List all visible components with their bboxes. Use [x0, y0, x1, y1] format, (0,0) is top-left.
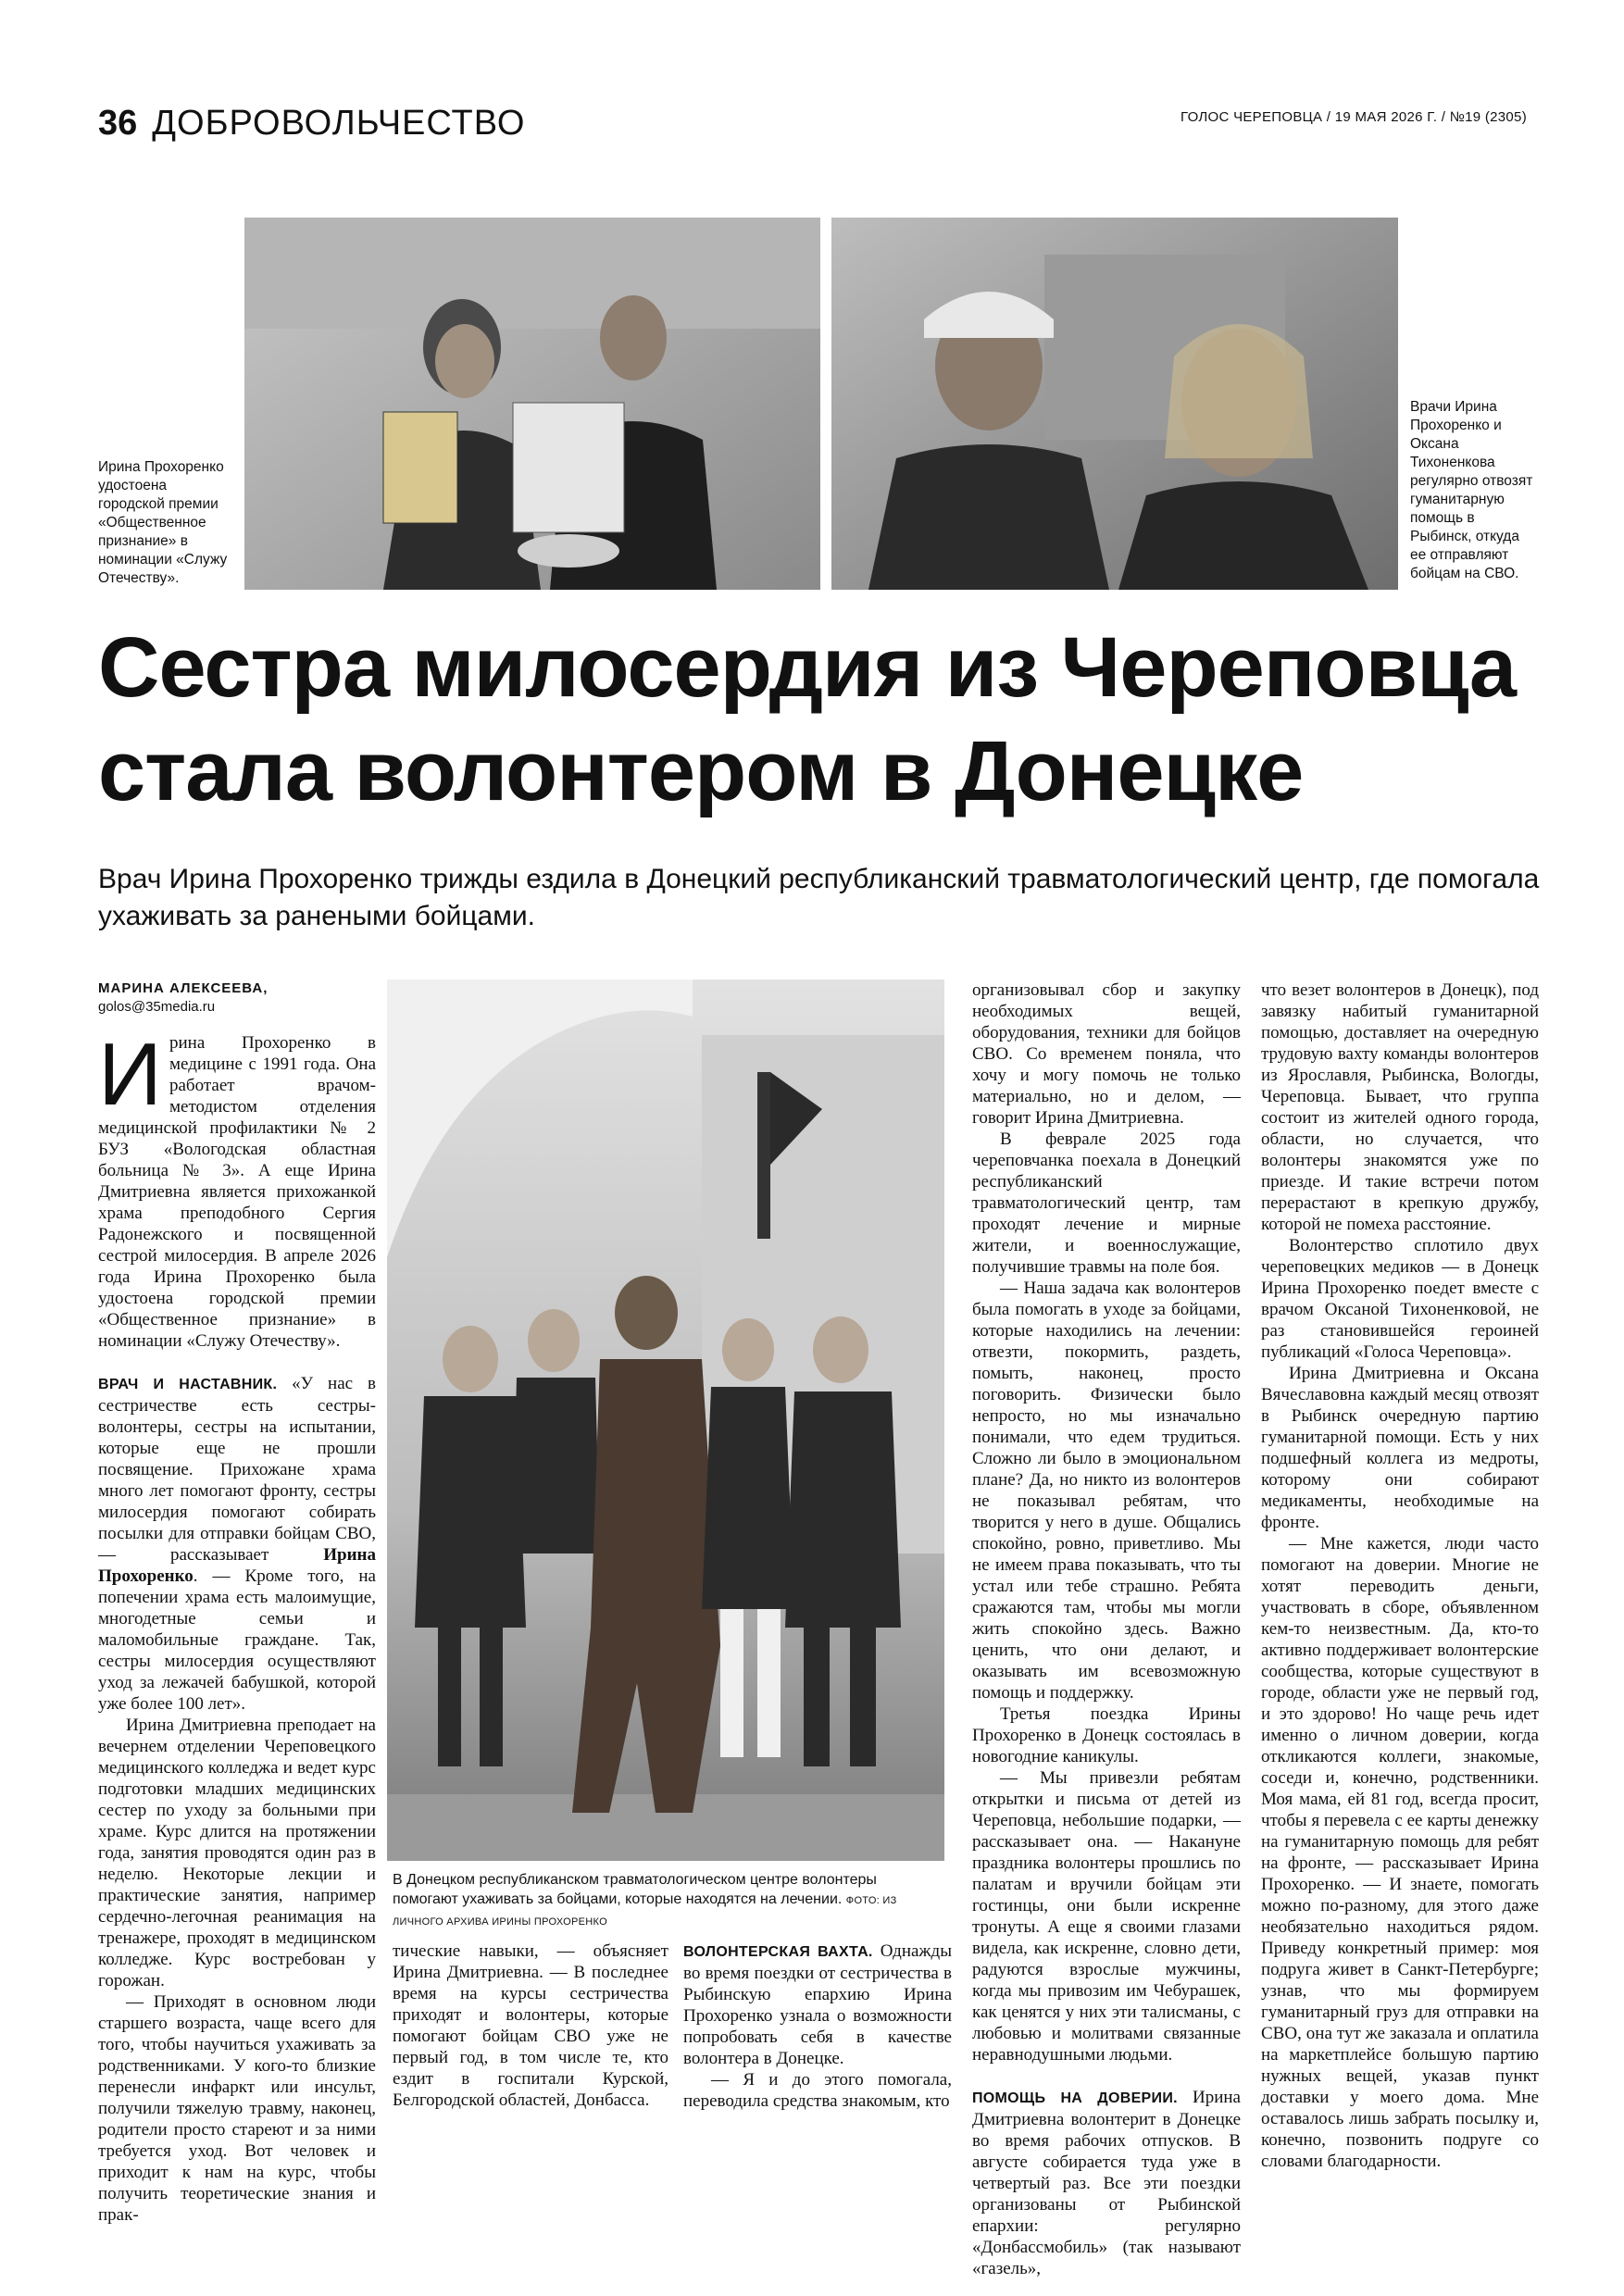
column-4: организовывал сбор и закупку необходимых вещей, оборудования, техники для бойцов СВО. Со временем поняла, что хочу и могу помочь не только материально, но и делом, — говорит Ирина Дмитриевна. В феврале 2025 года череповчанка поехала в Донецкий республиканский травматологический центр, там проходят лечение и мирные жители, и военнослужащие, получившие травмы на поле боя. — Наша задача как волонтеров была помогать в уходе за бойцами, которые находились на лечении: отвезти, покормить, раздеть, помыть, наконец, просто поговорить. Физически было непросто, но мы изначально понимали, что едем трудиться. Сложно ли было в эмоциональном плане? Да, но никто из волонтеров не показывал ребятам, что творится у него в душе. Общались спокойно, ровно, приветливо. Мы не имеем права показывать, что ты устал или тебе страшно. Ребята сражаются там, чтобы мы могли жить спокойно здесь. Важно ценить, что они делают, и оказывать им всевозможную помощь и поддержку. Третья поездка Ирины Прохоренко в Донецк состоялась в новогодние каникулы. — Мы привезли ребятам открытки и письма от детей из Череповца, небольшие подарки, — рассказывает она. — Накануне праздника волонтеры прошлись по палатам и вручили бойцам эти гостинцы, они были искренне тронуты. А еще я своими глазами видела, как искренне, словно дети, радуются взрослые мужчины, когда мы привозим им Чебурашек, как ценятся у них эти талисманы, с любовью и молитвами связанные неравнодушными людьми. ПОМОЩЬ НА ДОВЕРИИ. Ирина Дмитриевна волонтерит в Донецке во время рабочих отпусков. В августе собирается туда уже в четвертый раз. Все эти поездки организованы от Рыбинской епархии: регулярно «Донбассмобиль» (так называют «газель», [972, 980, 1241, 2278]
paragraph: — Мне кажется, люди часто помогают на доверии. Многие не хотят переводить деньги, участвовать в сборе, объявленном кем-то неизвестным. Да, кто-то активно поддерживает волонтерские сообщества, которые существуют в городе, области уже не первый год, и это здорово! Но чаще речь идет именно о личном доверии, когда откликаются коллеги, знакомые, соседи и, конечно, родственники. Моя мама, ей 81 год, всегда просит, чтобы я перевела с ее карты денежку на гуманитарную помощь для ребят на фронте, — рассказывает Ирина Прохоренко. — И знаете, помогать можно по-разному, для этого даже необязательно находиться рядом. Приведу конкретный пример: моя подруга живет в Санкт-Петербурге; узнав, что мы формируем гуманитарный груз для отправки на СВО, она тут же заказала и оплатила на маркетплейсе большую партию нужных вещей, указав пункт доставки у моего дома. Мне оставалось лишь забрать посылку и, конечно, позвонить подруге со словами благодарности. [1261, 1534, 1539, 2171]
lead-paragraph: Врач Ирина Прохоренко трижды ездила в Донецкий республиканский травматологический центр, где помогала ухаживать за ранеными бойцами. [98, 864, 1540, 931]
drop-cap: И [98, 1025, 162, 1124]
volunteers-group-photo [387, 980, 944, 1861]
column-2 [393, 1940, 668, 2111]
column-3: ВОЛОНТЕРСКАЯ ВАХТА. Однажды во время поездки от сестричества в Рыбинскую епархию Ирина Прохоренко узнала о возможности попробовать себя в качестве волонтера в Донецке. — Я и до этого помогала, переводила средства знакомым, кто [683, 1941, 952, 2111]
headline-line-2: стала волонтером в Донецке [98, 724, 1304, 818]
column-1: Ирина Прохоренко в медицине с 1991 года. Она работает врачом-методистом отделения медицинской профилактики № 2 БУЗ «Вологодская областная больница № 3». А еще Ирина Дмитриевна является прихожанкой храма преподобного Сергия Радонежского и посвященной сестрой милосердия. В апреле 2026 года Ирина Прохоренко была удостоена городской премии «Общественное признание» в номинации «Служу Отечеству». ВРАЧ И НАСТАВНИК. «У нас в сестричестве есть сестры-волонтеры, сестры на испытании, которые еще не прошли посвящение. Прихожане храма много лет помогают фронту, сестры милосердия помогают собирать посылки для отправки бойцам СВО, — рассказывает Ирина Прохоренко. — Кроме того, на попечении храма есть малоимущие, многодетные семьи и маломобильные граждане. Так, сестры милосердия осуществляют уход за лежачей бабушкой, которой уже более 100 лет». Ирина Дмитриевна преподает на вечернем отделении Череповецкого медицинского колледжа и ведет курс подготовки младших медицинских сестер по уходу за больными при храме. Курс длится на протяжении года, занятия проводятся один раз в неделю. Некоторые лекции и практические занятия, например сердечно-легочная реанимация на тренажере, проходят в медицинском колледже. Курс востребован у горожан. — Приходят в основном люди старшего возраста, чаще всего для того, чтобы научиться ухаживать за родственниками. У кого-то близкие перенесли инфаркт или инсульт, получили тяжелую травму, наконец, родители просто стареют и за ними требуется уход. Вот человек и приходит к нам на курс, чтобы получить теоретические знания и прак- [98, 1025, 376, 2225]
section-title: ДОБРОВОЛЬЧЕСТВО [152, 104, 526, 143]
paragraph: В феврале 2025 года череповчанка поехала в Донецкий республиканский травматологический центр, там проходят лечение и мирные жители, и военнослужащие, получившие травмы на поле боя. [972, 1129, 1241, 1277]
subhead-volunteer-watch: ВОЛОНТЕРСКАЯ ВАХТА. [683, 1944, 873, 1960]
doctors-photo-caption: Врачи Ирина Прохоренко и Оксана Тихоненкова регулярно отвозят гуманитарную помощь в Рыбинск, откуда ее отправляют бойцам на СВО. [1410, 399, 1533, 581]
author-name: МАРИНА АЛЕКСЕЕВА, [98, 980, 269, 996]
page-number: 36 [98, 104, 138, 143]
paragraph: тические навыки, — объясняет Ирина Дмитриевна. — В последнее время на курсы сестричества приходят и волонтеры, которые помогают бойцам СВО уже не первый год, в том числе те, кто ездит в госпитали Курской, Белгородской областей, Донбасса. [393, 1941, 668, 2110]
quoted-name: Ирина Прохоренко [98, 1545, 376, 1586]
award-photo-caption: Ирина Прохоренко удостоена городской премии «Общественное признание» в номинации «Служу Отечеству». [98, 459, 228, 586]
group-photo-caption: В Донецком республиканском травматологическом центре волонтеры помогают ухаживать за бойцами, которые находятся на лечении. ФОТО: ИЗ ЛИЧНОГО АРХИВА ИРИНЫ ПРОХОРЕНКО [393, 1872, 897, 1928]
subhead-trust: ПОМОЩЬ НА ДОВЕРИИ. [972, 2090, 1178, 2106]
byline [98, 980, 268, 1017]
paragraph: Волонтерство сплотило двух череповецких медиков — в Донецк Ирина Прохоренко поедет вместе с врачом Оксаной Тихоненковой, не раз становившейся героиней публикаций «Голоса Череповца». [1261, 1236, 1539, 1362]
headline [98, 616, 1543, 823]
paragraph: — Приходят в основном люди старшего возраста, чаще всего для того, чтобы научиться ухаживать за родственниками. У кого-то близкие перенесли инфаркт или инсульт, получили тяжелую травму, наконец, родители просто стареют и за ними требуется уход. Вот человек и приходит к нам на курс, чтобы получить теоретические знания и прак- [98, 1992, 376, 2225]
author-email: golos@35media.ru [98, 999, 216, 1015]
photo-credit: ФОТО: ИЗ ЛИЧНОГО АРХИВА ИРИНЫ ПРОХОРЕНКО [393, 1895, 897, 1928]
page-header [98, 104, 525, 150]
doctors-photo [831, 218, 1398, 590]
paragraph: — Мы привезли ребятам открытки и письма от детей из Череповца, небольшие подарки, — рассказывает она. — Накануне праздника волонтеры прошлись по палатам и вручили бойцам эти гостинцы, они были искренне тронуты. А еще я своими глазами видела, как искренне, словно дети, радуются взрослые мужчины, когда мы привозим им Чебурашек, как ценятся у них эти талисманы, с любовью и молитвами связанные неравнодушными людьми. [972, 1768, 1241, 2065]
paragraph: — Наша задача как волонтеров была помогать в уходе за бойцами, которые находились на лечении: отвезти, покормить, раздеть, помыть, наконец, просто поговорить. Физически было непросто, но мы изначально понимали, что едем трудиться. Сложно ли было в эмоциональном плане? Да, но никто из волонтеров не показывал ребятам, что творится у него в душе. Общались спокойно, ровно, приветливо. Мы не имеем права показывать, что ты устал или тебе страшно. Ребята сражаются там, чтобы мы могли жить спокойно здесь. Важно ценить, что они делают, и оказывать им всевозможную помощь и поддержку. [972, 1279, 1241, 1703]
issue-info: ГОЛОС ЧЕРЕПОВЦА / 19 МАЯ 2026 Г. / №19 (2305) [1180, 109, 1527, 125]
paragraph: — Я и до этого помогала, переводила средства знакомым, кто [683, 2070, 952, 2111]
intro-paragraph: рина Прохоренко в медицине с 1991 года. Она работает врачом-методистом отделения медицинской профилактики № 2 БУЗ «Вологодская областная больница № 3». А еще Ирина Дмитриевна является прихожанкой храма преподобного Сергия Радонежского и посвященной сестрой милосердия. В апреле 2026 года Ирина Прохоренко была удостоена городской премии «Общественное признание» в номинации «Служу Отечеству». [98, 1033, 376, 1351]
paragraph: что везет волонтеров в Донецк), под завязку набитый гуманитарной помощью, доставляет на очередную трудовую вахту команды волонтеров из Ярославля, Рыбинска, Вологды, Череповца. Бывает, что группа состоит из жителей одного города, области, но случается, что волонтеры знакомятся уже по приезде. И такие встречи потом перерастают в крепкую дружбу, которой не помеха расстояние. [1261, 980, 1539, 1234]
column-5 [1261, 980, 1539, 2172]
award-photo [244, 218, 820, 590]
paragraph: Ирина Дмитриевна и Оксана Вячеславовна каждый месяц отвозят в Рыбинск очередную партию гуманитарной помощи. Есть у них подшефный коллега из медроты, которому они собирают медикаменты, необходимые на фронте. [1261, 1364, 1539, 1532]
paragraph: Ирина Дмитриевна преподает на вечернем отделении Череповецкого медицинского колледжа и ведет курс подготовки младших медицинских сестер по уходу за больными при храме. Курс длится на протяжении года, занятия проводятся один раз в неделю. Некоторые лекции и практические занятия, например сердечно-легочная реанимация на тренажере, проходят в медицинском колледже. Курс востребован у горожан. [98, 1716, 376, 1990]
headline-line-1: Сестра милосердия из Череповца [98, 620, 1516, 715]
subhead-mentor: ВРАЧ И НАСТАВНИК. [98, 1377, 278, 1392]
paragraph: Третья поездка Ирины Прохоренко в Донецк состоялась в новогодние каникулы. [972, 1704, 1241, 1766]
paragraph: организовывал сбор и закупку необходимых вещей, оборудования, техники для бойцов СВО. Со временем поняла, что хочу и могу помочь не только материально, но и делом, — говорит Ирина Дмитриевна. [972, 980, 1241, 1128]
